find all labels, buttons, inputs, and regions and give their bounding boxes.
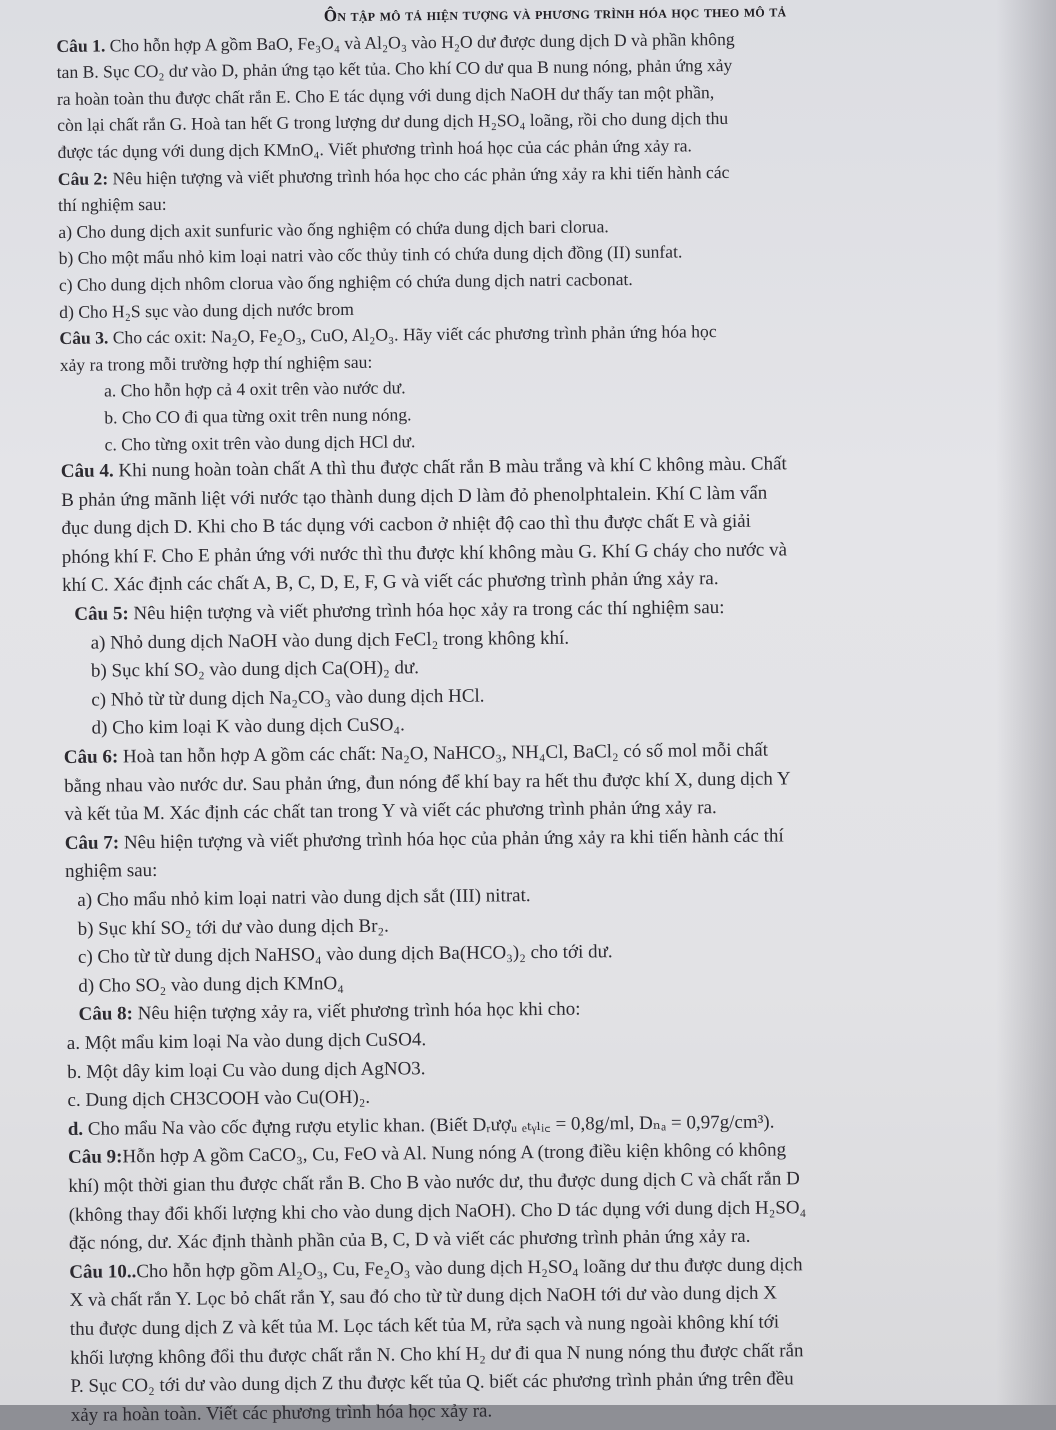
q5-item-d: d) Cho kim loại K vào dung dịch CuSO₄. (91, 714, 405, 740)
q7-line-1: Câu 7: Nêu hiện tượng và viết phương trình hóa học của phản ứng xảy ra khi tiến hành các thí (64, 825, 784, 854)
q5-item-c: c) Nhỏ từ từ dung dịch Na₂CO₃ vào dung dịch HCl. (91, 685, 485, 711)
q6-line-2: bằng nhau vào nước dư. Sau phản ứng, đun nóng để khí bay ra hết thu được khí X, dung dịch Y (64, 767, 791, 797)
q2-item-b: b) Cho một mẩu nhỏ kim loại natri vào cốc thủy tinh có chứa dung dịch đồng (II) sunfat. (58, 241, 683, 269)
q9-line-3: (không thay đổi khối lượng khi cho vào dung dịch NaOH). Cho D tác dụng với dung dịch H₂SO₄ (68, 1196, 807, 1226)
q1-line-4: còn lại chất rắn G. Hoà tan hết G trong lượng dư dung dịch H₂SO₄ loãng, rồi cho dung dịch thu (57, 108, 729, 136)
q2-item-a: a) Cho dung dịch axit sunfuric vào ống nghiệm có chứa dung dịch bari clorua. (58, 215, 609, 242)
q10-line-2: X và chất rắn Y. Lọc bỏ chất rắn Y, sau đó cho từ từ dung dịch NaOH tới dư vào dung dịch X (69, 1282, 778, 1312)
q7-item-b: b) Sục khí SO₂ tới dư vào dung dịch Br₂. (77, 915, 389, 940)
q8-item-d: d. Cho mẩu Na vào cốc đựng rượu etylic khan. (Biết Dᵣượᵤ ₑₜᵧₗᵢ꜀ = 0,8g/ml, Dₙₐ = 0,97g/cm³). (67, 1111, 775, 1140)
q1-line-2: tan B. Sục CO₂ dư vào D, phản ứng tạo kết tủa. Cho khí CO dư qua B nung nóng, phản ứng xảy (56, 55, 733, 83)
item-label: d. (67, 1118, 84, 1140)
q8-line-1: Câu 8: Nêu hiện tượng xảy ra, viết phương trình hóa học khi cho: (78, 998, 581, 1026)
q7-line-2: nghiệm sau: (64, 860, 158, 883)
q1-line-5: được tác dụng với dung dịch KMnO₄. Viết phương trình hoá học của các phản ứng xảy ra. (57, 135, 692, 162)
q4-line-4: phóng khí F. Cho E phản ứng với nước thì thu được khí không màu G. Khí G cháy cho nước và (61, 539, 788, 568)
q9-line-2: khí) một thời gian thu được chất rắn B. Cho B vào nước dư, thu được dung dịch C và chất rắn D (68, 1168, 800, 1197)
question-label: Câu 9: (67, 1146, 123, 1169)
q1-line-1: Câu 1. Cho hỗn hợp A gồm BaO, Fe₃O₄ và Al₂O₃ vào H₂O dư được dung dịch D và phần không (56, 28, 735, 56)
q7-item-c: c) Cho từ từ dung dịch NaHSO₄ vào dung dịch Ba(HCO₃)₂ cho tới dư. (77, 941, 613, 969)
q8-item-b: b. Một dây kim loại Cu vào dung dịch AgNO3. (67, 1057, 426, 1083)
q5-item-a: a) Nhỏ dung dịch NaOH vào dung dịch FeCl₂ trong không khí. (90, 627, 570, 654)
q6-line-1: Câu 6: Hoà tan hỗn hợp A gồm các chất: Na₂O, NaHCO₃, NH₄Cl, BaCl₂ có số mol mỗi chất (63, 739, 769, 768)
q3-item-a: a. Cho hỗn hợp cả 4 oxit trên vào nước dư. (103, 377, 406, 401)
q6-line-3: và kết tủa M. Xác định các chất tan trong Y và viết các phương trình phản ứng xảy ra. (64, 797, 717, 826)
q3-line-1: Câu 3. Cho các oxit: Na₂O, Fe₂O₃, CuO, Al₂O₃. Hãy viết các phương trình phản ứng hóa học (59, 321, 717, 349)
q4-line-2: B phản ứng mãnh liệt với nước tạo thành dung dịch D làm đỏ phenolphtalein. Khí C làm vẩn (61, 482, 768, 511)
q5-item-b: b) Sục khí SO₂ vào dung dịch Ca(OH)₂ dư. (90, 657, 420, 682)
question-label: Câu 2: (57, 168, 109, 189)
q10-line-1: Câu 10..Cho hỗn hợp gồm Al₂O₃, Cu, Fe₂O₃ vào dung dịch H₂SO₄ loãng dư thu được dung dịch (69, 1253, 803, 1283)
question-label: Câu 4. (60, 460, 114, 483)
q10-line-6: xảy ra hoàn toàn. Viết các phương trình hóa học xảy ra. (70, 1400, 493, 1426)
q9-line-4: đặc nóng, dư. Xác định thành phần của B, C, D và viết các phương trình phản ứng xảy ra. (68, 1225, 751, 1255)
question-label: Câu 3. (59, 327, 109, 349)
q10-line-4: khối lượng không đổi thu được chất rắn N. Cho khí H₂ dư đi qua N nung nóng thu được chất rắn (70, 1339, 804, 1369)
q7-item-a: a) Cho mẩu nhỏ kim loại natri vào dung dịch sắt (III) nitrat. (77, 885, 531, 911)
q10-line-5: P. Sục CO₂ tới dư vào dung dịch Z thu được kết tủa Q. biết các phương trình phản ứng trên đều (70, 1368, 794, 1398)
q2-item-d: d) Cho H₂S sục vào dung dịch nước brom (59, 298, 355, 322)
q10-line-3: thu được dung dịch Z và kết tủa M. Lọc tách kết tủa M, rửa sạch và nung ngoài không khí tới (69, 1311, 780, 1340)
page-title: Ôn tập mô tả hiện tượng và phương trình hóa học theo mô tả (323, 1, 787, 26)
q7-item-d: d) Cho SO₂ vào dung dịch KMnO₄ (78, 972, 344, 997)
q4-line-3: đục dung dịch D. Khi cho B tác dụng với cacbon ở nhiệt độ cao thì thu được chất E và giải (61, 511, 751, 540)
q2-item-c: c) Cho dung dịch nhôm clorua vào ống nghiệm có chứa dung dịch natri cacbonat. (58, 268, 633, 295)
q2-line-2: thí nghiệm sau: (57, 194, 167, 216)
question-label: Câu 5: (74, 603, 129, 625)
q4-line-1: Câu 4. Khi nung hoàn toàn chất A thì thu được chất rắn B màu trắng và khí C không màu. Chất (60, 453, 787, 483)
page-shadow (996, 0, 1056, 1405)
question-label: Câu 1. (56, 35, 106, 56)
q9-line-1: Câu 9:Hỗn hợp A gồm CaCO₃, Cu, FeO và Al. Nung nóng A (trong điều kiện không có không (67, 1139, 787, 1169)
question-label: Câu 8: (78, 1003, 134, 1026)
q4-line-5: khí C. Xác định các chất A, B, C, D, E, F, G và viết các phương trình phản ứng xảy ra. (61, 568, 719, 597)
q3-item-b: b. Cho CO đi qua từng oxit trên nung nóng. (104, 404, 412, 428)
question-label: Câu 7: (64, 832, 120, 854)
question-label: Câu 6: (63, 746, 119, 768)
q1-line-3: ra hoàn toàn thu được chất rắn E. Cho E tác dụng với dung dịch NaOH dư thấy tan một phần, (56, 81, 715, 109)
q2-line-1: Câu 2: Nêu hiện tượng và viết phương trình hóa học cho các phản ứng xảy ra khi tiến hành các (57, 161, 730, 189)
exam-content (56, 0, 1051, 1430)
q8-item-a: a. Một mẩu kim loại Na vào dung dịch CuSO4. (66, 1029, 427, 1054)
q5-line-1: Câu 5: Nêu hiện tượng và viết phương trình hóa học xảy ra trong các thí nghiệm sau: (74, 597, 725, 625)
q8-item-c: c. Dung dịch CH3COOH vào Cu(OH)₂. (67, 1086, 371, 1112)
question-label: Câu 10.. (69, 1260, 137, 1283)
q3-line-2: xảy ra trong mỗi trường hợp thí nghiệm sau: (59, 351, 373, 375)
q3-item-c: c. Cho từng oxit trên vào dung dịch HCl dư. (104, 430, 416, 455)
